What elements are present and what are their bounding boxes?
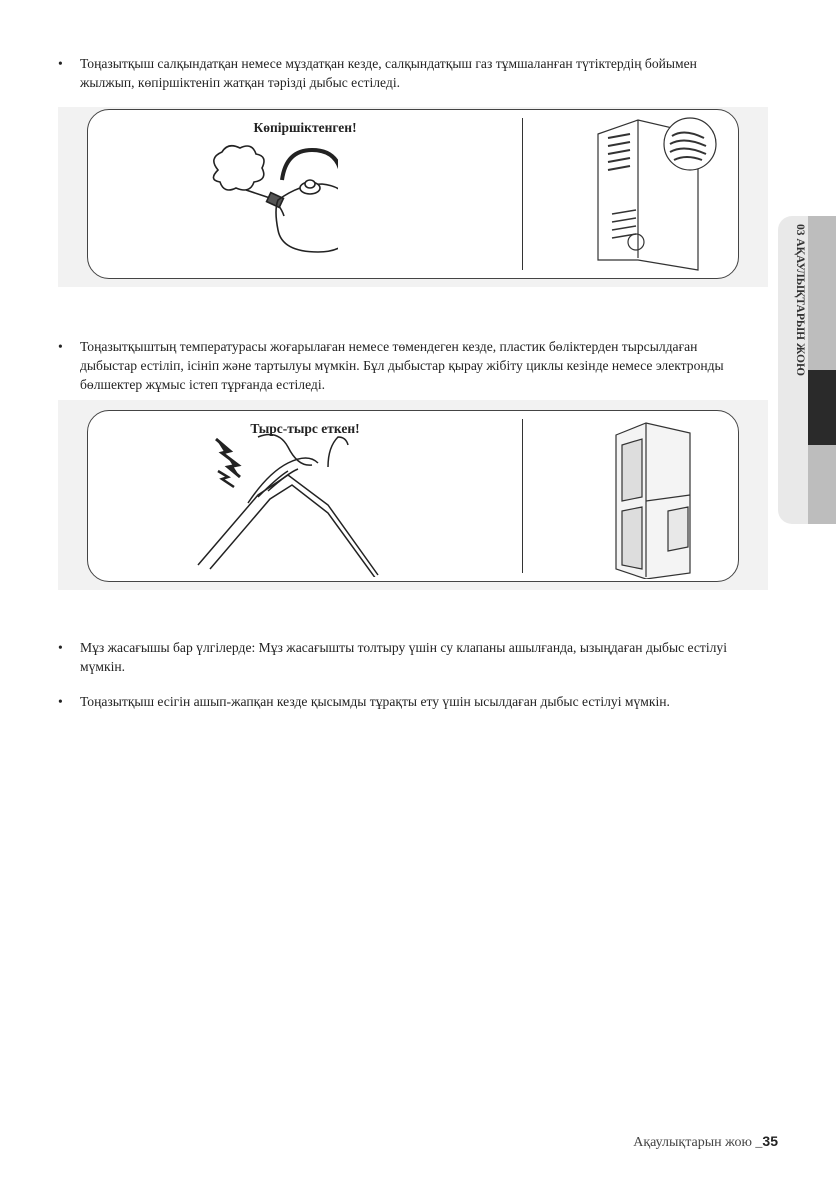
refrigerator-coil-illustration <box>588 114 728 278</box>
bullet-item <box>58 638 748 676</box>
bullet-marker: • <box>58 339 63 354</box>
bullet-marker: • <box>58 694 63 709</box>
tab-grey-block <box>808 216 836 370</box>
panel-caption: Көпіршіктенген! <box>253 120 357 135</box>
bullet-text: Тоңазытқыштың температурасы жоғарылаған немесе төмендеген кезде, пластик бөліктерден тырсылдаған дыбыстар естіліп, ісініп және тартылуы мүмкін. Бұл дыбыстар қырау жібіту циклы кезінде немесе электронды бөлшектер жұмыс істеп тұрғанда естіледі. <box>80 339 724 392</box>
bullet-text: Тоңазытқыш есігін ашып-жапқан кезде қысымды тұрақты ету үшін ысылдаған дыбыс естілуі мүмкін. <box>80 694 670 709</box>
tab-active-marker <box>808 370 836 445</box>
tab-grey-block <box>808 445 836 524</box>
page-footer <box>633 1133 778 1151</box>
cracking-plastic-illustration <box>188 427 388 577</box>
footer-section: Ақаулықтарын жою _ <box>633 1135 763 1150</box>
bullet-text: Мұз жасағышы бар үлгілерде: Мұз жасағышты толтыру үшін су клапаны ашылғанда, ызыңдаған дыбыс естілуі мүмкін. <box>80 640 727 674</box>
refrigerator-illustration <box>608 421 698 579</box>
bullet-marker: • <box>58 56 63 71</box>
kettle-illustration <box>198 140 338 270</box>
bullet-item <box>58 692 748 711</box>
panel-divider <box>522 419 523 573</box>
chapter-label: 03 АҚАУЛЫҚТАРЫН ЖОЮ <box>794 224 806 376</box>
illustration-panel-cracking <box>87 410 739 582</box>
bullet-marker: • <box>58 640 63 655</box>
page-number: 35 <box>762 1133 778 1149</box>
panel-divider <box>522 118 523 270</box>
bullet-item <box>58 337 748 394</box>
panel-caption: Тырс-тырс еткен! <box>250 421 360 436</box>
illustration-panel-bubbling <box>87 109 739 279</box>
chapter-side-tab <box>778 216 836 524</box>
bullet-item <box>58 54 748 92</box>
bullet-text: Тоңазытқыш салқындатқан немесе мұздатқан кезде, салқындатқыш газ тұмшаланған түтіктердің бойымен жылжып, көпіршіктеніп жатқан тәрізді дыбыс естіледі. <box>80 56 697 90</box>
